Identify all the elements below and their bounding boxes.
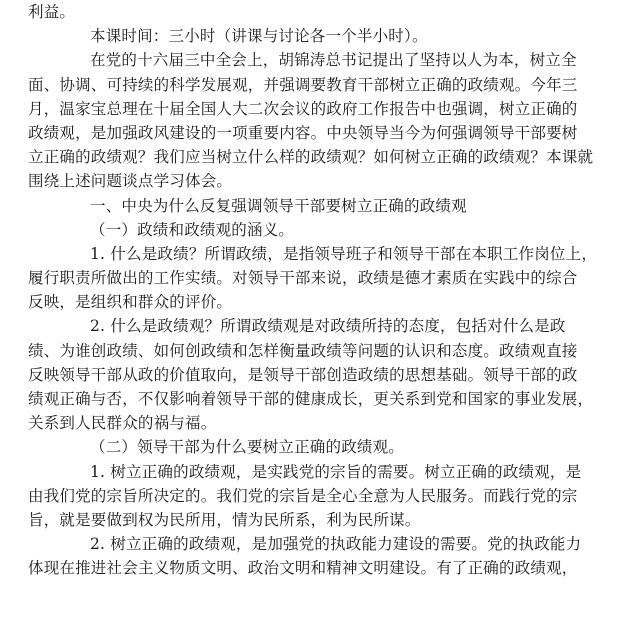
text-line: 立正确的政绩观？我们应当树立什么样的政绩观？如何树立正确的政绩观？本课就 — [28, 148, 594, 167]
text-line: 反映领导干部从政的价值取向，是领导干部创造政绩的思想基础。领导干部的政 — [28, 365, 578, 384]
text-line: 绩观正确与否，不仅影响着领导干部的健康成长，更关系到党和国家的事业发展， — [28, 390, 594, 408]
text-line: 月，温家宝总理在十届全国人大二次会议的政府工作报告中也强调，树立正确的 — [28, 99, 578, 118]
text-line: 由我们党的宗旨所决定的。我们党的宗旨是全心全意为人民服务。而践行党的宗 — [28, 486, 578, 505]
text-line: 关系到人民群众的祸与福。 — [28, 414, 217, 433]
text-line: 旨，就是要做到权为民所用，情为民所系，利为民所谋。 — [28, 510, 421, 529]
subsection-heading: （一）政绩和政绩观的涵义。 — [90, 220, 295, 239]
section-heading: 一、中央为什么反复强调领导干部要树立正确的政绩观 — [90, 196, 467, 215]
text-line: 绩、为谁创政绩、如何创政绩和怎样衡量政绩等问题的认识和态度。政绩观直接 — [28, 341, 578, 360]
text-line: 体现在推进社会主义物质文明、政治文明和精神文明建设。有了正确的政绩观， — [28, 559, 578, 578]
text-line: 政绩观，是加强政风建设的一项重要内容。中央领导当今为何强调领导干部要树 — [28, 123, 578, 142]
text-line: 面、协调、可持续的科学发展观，并强调要教育干部树立正确的政绩观。今年三 — [28, 75, 578, 94]
text-line: 1. 树立正确的政绩观，是实践党的宗旨的需要。树立正确的政绩观，是 — [90, 462, 582, 481]
subsection-heading: （二）领导干部为什么要树立正确的政绩观。 — [90, 438, 405, 457]
document-page — [28, 0, 598, 581]
text-line: 1. 什么是政绩？所谓政绩，是指领导班子和领导干部在本职工作岗位上， — [90, 244, 598, 263]
text-line: 2. 树立正确的政绩观，是加强党的执政能力建设的需要。党的执政能力 — [90, 535, 582, 554]
text-line: 2. 什么是政绩观？所谓政绩观是对政绩所持的态度，包括对什么是政 — [90, 317, 566, 336]
text-line: 在党的十六届三中全会上，胡锦涛总书记提出了坚持以人为本，树立全 — [90, 51, 577, 70]
text-line: 反映，是组织和群众的评价。 — [28, 293, 233, 312]
text-line: 利益。 — [28, 3, 76, 21]
text-line: 履行职责所做出的工作实绩。对领导干部来说，政绩是德才素质在实践中的综合 — [28, 269, 578, 288]
text-line: 围绕上述问题谈点学习体会。 — [28, 172, 233, 191]
text-line: 本课时间：三小时（讲课与讨论各一个半小时）。 — [90, 27, 428, 46]
